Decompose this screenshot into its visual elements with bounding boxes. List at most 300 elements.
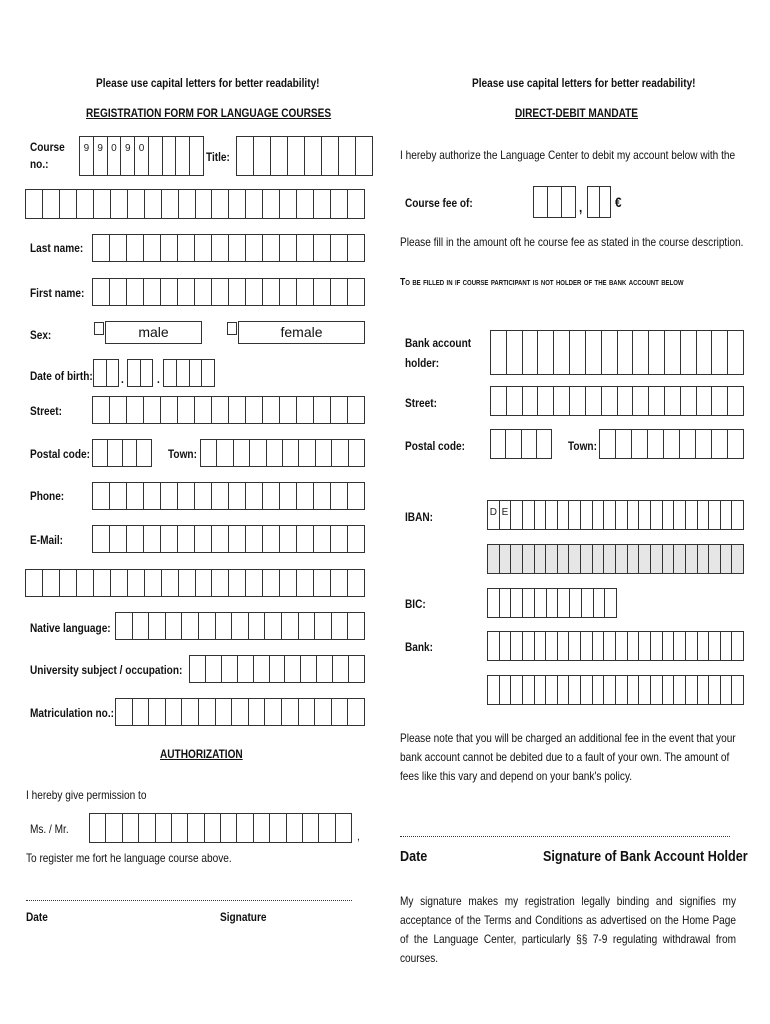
input-cell[interactable] — [732, 545, 743, 573]
input-cell[interactable] — [116, 699, 133, 725]
input-cell[interactable] — [145, 570, 162, 596]
matriculation-field[interactable] — [115, 698, 365, 726]
input-cell[interactable] — [332, 613, 349, 639]
input-cell[interactable] — [270, 656, 286, 682]
university-subject-field[interactable] — [189, 655, 365, 683]
input-cell[interactable] — [558, 676, 570, 704]
input-cell[interactable] — [633, 331, 649, 374]
input-cell[interactable] — [178, 526, 195, 552]
female-checkbox[interactable] — [227, 322, 237, 335]
input-cell[interactable] — [664, 430, 680, 458]
phone-field[interactable] — [92, 482, 365, 510]
input-cell[interactable] — [297, 483, 314, 509]
input-cell[interactable] — [195, 397, 212, 423]
input-cell[interactable] — [604, 676, 616, 704]
input-cell[interactable] — [137, 440, 151, 466]
input-cell[interactable] — [60, 190, 77, 218]
input-cell[interactable] — [199, 613, 216, 639]
input-cell[interactable] — [319, 814, 335, 842]
input-cell[interactable] — [348, 526, 364, 552]
input-cell[interactable] — [511, 501, 523, 529]
input-cell[interactable] — [246, 526, 263, 552]
input-cell[interactable] — [94, 190, 111, 218]
input-cell[interactable] — [331, 279, 348, 305]
input-cell[interactable] — [161, 235, 178, 261]
input-cell[interactable] — [127, 279, 144, 305]
input-cell[interactable] — [639, 545, 651, 573]
input-cell[interactable] — [267, 440, 283, 466]
input-cell[interactable] — [488, 632, 500, 660]
input-cell[interactable] — [149, 137, 163, 175]
input-cell[interactable] — [301, 656, 317, 682]
input-cell[interactable] — [212, 526, 229, 552]
input-cell[interactable] — [507, 331, 523, 374]
input-cell[interactable] — [686, 545, 698, 573]
input-cell[interactable] — [331, 483, 348, 509]
title-field[interactable] — [236, 136, 373, 176]
input-cell[interactable] — [234, 440, 250, 466]
input-cell[interactable] — [315, 699, 332, 725]
input-cell[interactable] — [523, 331, 539, 374]
input-cell[interactable] — [280, 235, 297, 261]
input-cell[interactable] — [523, 545, 535, 573]
right-signature-line[interactable] — [400, 836, 730, 837]
input-cell[interactable] — [128, 190, 145, 218]
input-cell[interactable] — [216, 613, 233, 639]
input-cell[interactable] — [299, 440, 315, 466]
input-cell[interactable] — [639, 501, 651, 529]
input-cell[interactable] — [199, 699, 216, 725]
input-cell[interactable] — [604, 545, 616, 573]
input-cell[interactable] — [546, 632, 558, 660]
input-cell[interactable] — [732, 501, 743, 529]
input-cell[interactable] — [265, 613, 282, 639]
input-cell[interactable] — [349, 440, 364, 466]
input-cell[interactable] — [697, 331, 713, 374]
input-cell[interactable] — [161, 397, 178, 423]
input-cell[interactable] — [602, 331, 618, 374]
input-cell[interactable] — [523, 387, 539, 415]
input-cell[interactable] — [674, 632, 686, 660]
input-cell[interactable] — [299, 699, 316, 725]
input-cell[interactable] — [332, 699, 349, 725]
input-cell[interactable] — [246, 483, 263, 509]
input-cell[interactable] — [686, 676, 698, 704]
input-cell[interactable] — [156, 814, 172, 842]
input-cell[interactable] — [182, 699, 199, 725]
account-holder-field[interactable] — [490, 330, 744, 375]
input-cell[interactable] — [535, 501, 547, 529]
input-cell[interactable] — [161, 526, 178, 552]
input-cell[interactable] — [616, 430, 632, 458]
input-cell[interactable] — [90, 814, 106, 842]
input-cell[interactable] — [709, 545, 721, 573]
input-cell[interactable] — [93, 397, 110, 423]
input-cell[interactable] — [721, 501, 733, 529]
input-cell[interactable] — [331, 235, 348, 261]
input-cell[interactable] — [593, 632, 605, 660]
input-cell[interactable] — [674, 676, 686, 704]
input-cell[interactable] — [206, 656, 222, 682]
input-cell[interactable] — [77, 570, 94, 596]
input-cell[interactable] — [570, 387, 586, 415]
email-continued-field[interactable] — [25, 569, 365, 597]
input-cell[interactable] — [229, 397, 246, 423]
input-cell[interactable] — [554, 387, 570, 415]
input-cell[interactable] — [674, 545, 686, 573]
input-cell[interactable] — [127, 526, 144, 552]
input-cell[interactable] — [698, 676, 710, 704]
input-cell[interactable] — [488, 589, 500, 617]
input-cell[interactable]: E — [500, 501, 512, 529]
input-cell[interactable] — [161, 279, 178, 305]
input-cell[interactable] — [110, 483, 127, 509]
input-cell[interactable] — [663, 676, 675, 704]
input-cell[interactable] — [299, 613, 316, 639]
input-cell[interactable] — [144, 235, 161, 261]
input-cell[interactable] — [721, 632, 733, 660]
input-cell[interactable] — [127, 397, 144, 423]
ms-mr-field[interactable] — [89, 813, 352, 843]
input-cell[interactable] — [709, 676, 721, 704]
input-cell[interactable] — [728, 331, 743, 374]
input-cell[interactable] — [500, 545, 512, 573]
input-cell[interactable] — [162, 570, 179, 596]
input-cell[interactable] — [618, 387, 634, 415]
input-cell[interactable] — [511, 676, 523, 704]
input-cell[interactable] — [163, 137, 177, 175]
input-cell[interactable] — [332, 440, 348, 466]
input-cell[interactable] — [348, 397, 364, 423]
course-no-field[interactable] — [79, 136, 204, 176]
input-cell[interactable] — [93, 526, 110, 552]
input-cell[interactable] — [523, 632, 535, 660]
input-cell[interactable] — [628, 676, 640, 704]
input-cell[interactable] — [586, 387, 602, 415]
input-cell[interactable] — [618, 331, 634, 374]
input-cell[interactable] — [314, 483, 331, 509]
input-cell[interactable] — [547, 589, 559, 617]
input-cell[interactable] — [721, 676, 733, 704]
input-cell[interactable] — [331, 570, 348, 596]
input-cell[interactable] — [144, 483, 161, 509]
input-cell[interactable] — [178, 397, 195, 423]
input-cell[interactable] — [331, 397, 348, 423]
input-cell[interactable] — [263, 235, 280, 261]
input-cell[interactable] — [562, 187, 575, 217]
input-cell[interactable] — [697, 387, 713, 415]
input-cell[interactable] — [190, 137, 203, 175]
input-cell[interactable] — [558, 545, 570, 573]
input-cell[interactable] — [507, 387, 523, 415]
first-name-field[interactable] — [92, 278, 365, 306]
dob-year-field[interactable] — [163, 359, 215, 387]
input-cell[interactable] — [270, 814, 286, 842]
input-cell[interactable] — [680, 430, 696, 458]
input-cell[interactable] — [698, 501, 710, 529]
input-cell[interactable] — [681, 331, 697, 374]
input-cell[interactable] — [128, 360, 141, 386]
input-cell[interactable] — [280, 279, 297, 305]
input-cell[interactable] — [128, 570, 145, 596]
input-cell[interactable] — [172, 814, 188, 842]
input-cell[interactable] — [190, 656, 206, 682]
input-cell[interactable] — [222, 656, 238, 682]
input-cell[interactable] — [712, 331, 728, 374]
left-signature-line[interactable] — [26, 900, 352, 901]
input-cell[interactable] — [263, 570, 280, 596]
input-cell[interactable] — [600, 187, 611, 217]
input-cell[interactable] — [681, 387, 697, 415]
input-cell[interactable] — [628, 545, 640, 573]
input-cell[interactable] — [616, 545, 628, 573]
input-cell[interactable] — [141, 360, 153, 386]
input-cell[interactable] — [581, 501, 593, 529]
input-cell[interactable] — [348, 483, 364, 509]
input-cell[interactable] — [263, 279, 280, 305]
input-cell[interactable] — [297, 570, 314, 596]
input-cell[interactable] — [229, 526, 246, 552]
input-cell[interactable] — [237, 137, 254, 175]
postal-code-field[interactable] — [92, 439, 152, 467]
town-field[interactable] — [200, 439, 365, 467]
input-cell[interactable] — [282, 699, 299, 725]
input-cell[interactable] — [535, 589, 547, 617]
input-cell[interactable] — [229, 235, 246, 261]
input-cell[interactable] — [314, 279, 331, 305]
input-cell[interactable] — [297, 235, 314, 261]
input-cell[interactable] — [297, 526, 314, 552]
input-cell[interactable] — [570, 589, 582, 617]
input-cell[interactable] — [93, 235, 110, 261]
input-cell[interactable] — [500, 676, 512, 704]
iban-continued-field[interactable] — [487, 544, 744, 574]
input-cell[interactable] — [250, 440, 266, 466]
input-cell[interactable] — [246, 570, 263, 596]
input-cell[interactable] — [190, 360, 203, 386]
input-cell[interactable] — [179, 570, 196, 596]
input-cell[interactable] — [166, 613, 183, 639]
input-cell[interactable] — [212, 483, 229, 509]
input-cell[interactable] — [182, 613, 199, 639]
input-cell[interactable] — [686, 501, 698, 529]
input-cell[interactable] — [60, 570, 77, 596]
input-cell[interactable] — [586, 331, 602, 374]
input-cell[interactable] — [569, 501, 581, 529]
input-cell[interactable] — [511, 632, 523, 660]
input-cell[interactable] — [581, 676, 593, 704]
input-cell[interactable] — [297, 397, 314, 423]
input-cell[interactable] — [616, 676, 628, 704]
input-cell[interactable] — [732, 632, 743, 660]
input-cell[interactable] — [558, 589, 570, 617]
input-cell[interactable] — [287, 814, 303, 842]
input-cell[interactable] — [43, 570, 60, 596]
input-cell[interactable] — [616, 501, 628, 529]
input-cell[interactable] — [698, 632, 710, 660]
input-cell[interactable] — [491, 387, 507, 415]
input-cell[interactable] — [285, 656, 301, 682]
email-field[interactable] — [92, 525, 365, 553]
input-cell[interactable] — [246, 190, 263, 218]
male-checkbox[interactable] — [94, 322, 104, 335]
input-cell[interactable] — [288, 137, 305, 175]
input-cell[interactable] — [280, 526, 297, 552]
input-cell[interactable] — [178, 279, 195, 305]
input-cell[interactable] — [314, 526, 331, 552]
input-cell[interactable] — [229, 279, 246, 305]
input-cell[interactable] — [127, 483, 144, 509]
input-cell[interactable] — [254, 656, 270, 682]
input-cell[interactable] — [94, 570, 111, 596]
input-cell[interactable] — [511, 589, 523, 617]
input-cell[interactable] — [558, 632, 570, 660]
input-cell[interactable] — [314, 570, 331, 596]
input-cell[interactable] — [110, 235, 127, 261]
input-cell[interactable] — [605, 589, 616, 617]
input-cell[interactable] — [686, 632, 698, 660]
input-cell[interactable] — [196, 190, 213, 218]
input-cell[interactable] — [651, 545, 663, 573]
input-cell[interactable] — [246, 235, 263, 261]
input-cell[interactable] — [546, 676, 558, 704]
input-cell[interactable] — [280, 397, 297, 423]
input-cell[interactable] — [111, 570, 128, 596]
input-cell[interactable] — [314, 235, 331, 261]
input-cell[interactable] — [639, 632, 651, 660]
input-cell[interactable] — [663, 632, 675, 660]
input-cell[interactable] — [569, 545, 581, 573]
input-cell[interactable] — [263, 190, 280, 218]
input-cell[interactable] — [535, 632, 547, 660]
input-cell[interactable] — [698, 545, 710, 573]
input-cell[interactable] — [316, 440, 332, 466]
input-cell[interactable] — [523, 589, 535, 617]
input-cell[interactable] — [217, 440, 233, 466]
input-cell[interactable] — [604, 632, 616, 660]
input-cell[interactable] — [94, 360, 107, 386]
input-cell[interactable]: D — [488, 501, 500, 529]
input-cell[interactable] — [106, 814, 122, 842]
input-cell[interactable] — [249, 613, 266, 639]
input-cell[interactable] — [523, 676, 535, 704]
input-cell[interactable] — [178, 483, 195, 509]
input-cell[interactable] — [356, 137, 372, 175]
bic-field[interactable] — [487, 588, 617, 618]
dob-day-field[interactable] — [93, 359, 119, 387]
input-cell[interactable] — [201, 440, 217, 466]
input-cell[interactable] — [232, 613, 249, 639]
right-street-field[interactable] — [490, 386, 744, 416]
input-cell[interactable]: 9 — [94, 137, 108, 175]
input-cell[interactable] — [166, 699, 183, 725]
input-cell[interactable] — [648, 430, 664, 458]
input-cell[interactable] — [348, 279, 364, 305]
input-cell[interactable] — [254, 137, 271, 175]
input-cell[interactable] — [600, 430, 616, 458]
input-cell[interactable] — [145, 190, 162, 218]
input-cell[interactable] — [108, 440, 123, 466]
input-cell[interactable] — [709, 632, 721, 660]
input-cell[interactable] — [696, 430, 712, 458]
input-cell[interactable] — [93, 279, 110, 305]
input-cell[interactable] — [280, 190, 297, 218]
input-cell[interactable] — [195, 483, 212, 509]
input-cell[interactable] — [554, 331, 570, 374]
input-cell[interactable] — [303, 814, 319, 842]
input-cell[interactable] — [144, 526, 161, 552]
input-cell[interactable] — [216, 699, 233, 725]
input-cell[interactable] — [651, 501, 663, 529]
input-cell[interactable] — [333, 656, 349, 682]
input-cell[interactable] — [246, 397, 263, 423]
street-field[interactable] — [92, 396, 365, 424]
input-cell[interactable] — [548, 187, 562, 217]
input-cell[interactable] — [237, 814, 253, 842]
input-cell[interactable] — [317, 656, 333, 682]
input-cell[interactable] — [212, 397, 229, 423]
input-cell[interactable] — [546, 545, 558, 573]
input-cell[interactable] — [205, 814, 221, 842]
input-cell[interactable] — [348, 699, 364, 725]
input-cell[interactable] — [649, 331, 665, 374]
input-cell[interactable] — [212, 279, 229, 305]
input-cell[interactable] — [297, 190, 314, 218]
input-cell[interactable] — [123, 814, 139, 842]
input-cell[interactable] — [602, 387, 618, 415]
native-language-field[interactable] — [115, 612, 365, 640]
input-cell[interactable] — [728, 387, 743, 415]
input-cell[interactable] — [593, 501, 605, 529]
input-cell[interactable] — [594, 589, 606, 617]
input-cell[interactable] — [649, 387, 665, 415]
input-cell[interactable] — [195, 235, 212, 261]
input-cell[interactable] — [633, 387, 649, 415]
input-cell[interactable] — [663, 501, 675, 529]
input-cell[interactable] — [488, 545, 500, 573]
input-cell[interactable] — [632, 430, 648, 458]
input-cell[interactable] — [164, 360, 177, 386]
input-cell[interactable] — [665, 331, 681, 374]
input-cell[interactable] — [639, 676, 651, 704]
input-cell[interactable] — [265, 699, 282, 725]
input-cell[interactable] — [221, 814, 237, 842]
input-cell[interactable] — [305, 137, 322, 175]
input-cell[interactable] — [732, 676, 743, 704]
input-cell[interactable] — [254, 814, 270, 842]
input-cell[interactable] — [133, 699, 150, 725]
input-cell[interactable] — [537, 430, 551, 458]
input-cell[interactable] — [263, 526, 280, 552]
input-cell[interactable] — [123, 440, 138, 466]
input-cell[interactable] — [314, 397, 331, 423]
input-cell[interactable] — [315, 613, 332, 639]
input-cell[interactable] — [26, 570, 43, 596]
input-cell[interactable] — [133, 613, 150, 639]
input-cell[interactable] — [728, 430, 743, 458]
input-cell[interactable] — [674, 501, 686, 529]
input-cell[interactable] — [651, 676, 663, 704]
input-cell[interactable] — [604, 501, 616, 529]
input-cell[interactable] — [712, 387, 728, 415]
input-cell[interactable] — [534, 187, 548, 217]
input-cell[interactable] — [229, 570, 246, 596]
input-cell[interactable] — [535, 545, 547, 573]
input-cell[interactable] — [263, 483, 280, 509]
input-cell[interactable] — [93, 440, 108, 466]
input-cell[interactable] — [712, 430, 728, 458]
input-cell[interactable] — [582, 589, 594, 617]
